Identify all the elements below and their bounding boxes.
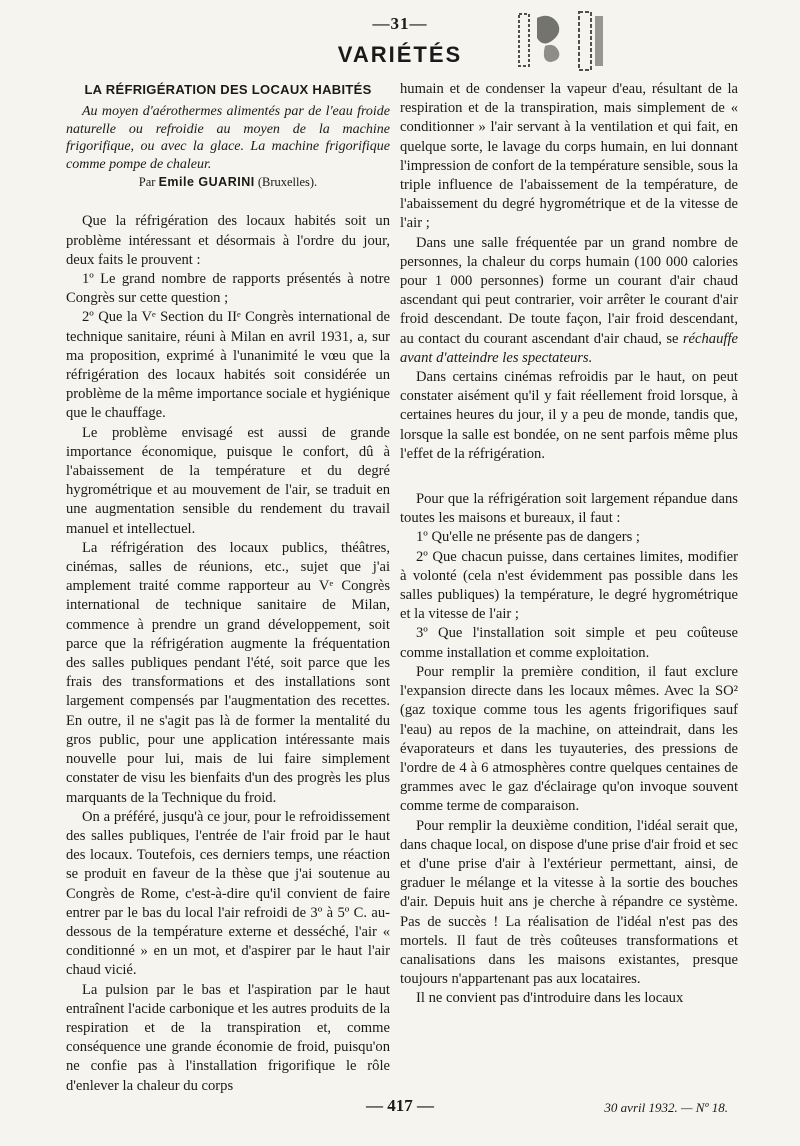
section-title: VARIÉTÉS [337, 42, 463, 67]
top-page-number: —31— [372, 14, 428, 33]
paragraph: 2º Que chacun puisse, dans certaines limites, modifier à volonté (cela n'est évidemment pas possible dans les salles publiques) la température, le degré hygrométrique et la vitesse de l'air ; [400, 548, 738, 623]
paragraph-italic: réchauffe avant d'atteindre les spectateurs. [400, 330, 738, 366]
paragraph: Dans certains cinémas refroidis par le haut, on peut constater aisément qu'il y fait réellement froid lorsque, à certaines heures du jour, il y a peu de monde, tandis que, lorsque la salle est bondée, on ne sent parfois même plus l'effet de la réfrigération. [400, 369, 738, 462]
paragraph: La réfrigération des locaux publics, théâtres, cinémas, salles de réunions, etc., sujet que j'ai amplement traité comme rapporteur au Vᵉ Congrès international de technique sanitaire de Milan, commence à prendre un grand développement, soit parce que la réfrigération augmente la fréquentation des salles publiques pendant l'été, soit parce que les frais des transformations et des installations sont largement compensés par l'augmentation des recettes. En outre, il ne s'agit pas là de former la mentalité du gros public, pour une application intéressante mais nouvelle pour lui, mais de lui faire simplement constater de visu les bienfaits d'un des progrès les plus marquants de la Technique du froid. [66, 539, 390, 806]
article-title: LA RÉFRIGÉRATION DES LOCAUX HABITÉS [84, 82, 372, 97]
paragraph: Le problème envisagé est aussi de grande importance économique, puisque le confort, dû à l'abaissement de la température et du degré hygrométrique et au mouvement de l'air, se traduit en une augmentation sensible du rendement du travail manuel et intellectuel. [66, 424, 390, 537]
page-footer [0, 1096, 800, 1126]
paragraph-continued: humain et de condenser la vapeur d'eau, résultant de la respiration et de la transpiration, mais simplement de « conditionner » l'air servant à la ventilation et qui fait, en quelque sorte, le lavage du corps humain, en lui donnant l'impression de confort de la température sensible, sous la triple influence de l'abaissement de la température, de l'abaissement du degré hygrométrique et de la vitesse de l'air ; [400, 81, 738, 232]
byline-prefix: Par [138, 175, 156, 190]
article-subtitle: Au moyen d'aérothermes alimentés par de l'eau froide naturelle ou refroidie au moyen de la machine frigorifique, ou avec la glace. La machine frigorifique comme pompe de chaleur. [66, 104, 390, 172]
paragraph: Pour remplir la première condition, il faut exclure l'expansion directe dans les locaux mêmes. Avec la SO² (gaz toxique comme tous les agents frigorifiques sauf l'eau) au repos de la machine, on atteindrait, dans les évaporateurs et dans les tuyauteries, des pressions de l'ordre de 4 à 6 atmosphères contre quelques centaines de grammes avec le gaz d'éclairage qu'on invoque souvent comme terme de comparaison. [400, 663, 738, 815]
author-location: (Bruxelles). [257, 175, 318, 190]
page-number: — 417 — [366, 1096, 434, 1115]
issue-date: 30 avril 1932. — Nº 18. [604, 1100, 728, 1115]
paragraph: La pulsion par le bas et l'aspiration par le haut entraînent l'acide carbonique et les autres produits de la respiration et de la transpiration et, comme conséquence une grande économie de froid, puisqu'on ne confie pas à l'installation frigorifique le rôle d'enlever la chaleur du corps [66, 981, 390, 1094]
paragraph: Pour que la réfrigération soit largement répandue dans toutes les maisons et bureaux, il faut : [400, 491, 738, 527]
author-name: Emile GUARINI [158, 175, 255, 190]
paragraph: Que la réfrigération des locaux habités soit un problème intéressant et désormais à l'ordre du jour, deux faits le prouvent : [66, 213, 390, 268]
paragraph: 2º Que la Vᵉ Section du IIᵉ Congrès international de technique sanitaire, réuni à Milan en avril 1931, a, sur ma proposition, exprimé à l'unanimité le vœu que la réfrigération des locaux habités soit considérée un problème de la même importance sociale et hygiénique que le chauffage. [66, 309, 390, 422]
paragraph: Il ne convient pas d'introduire dans les locaux [416, 990, 684, 1007]
right-column [400, 80, 738, 1009]
paragraph: On a préféré, jusqu'à ce jour, pour le refroidissement des salles publiques, l'entrée de l'air froid par le haut des locaux. Toutefois, ces derniers temps, une réaction se produit en faveur de la thèse que j'ai soutenue au Congrès de Rome, c'est-à-dire qu'il convient de faire entrer par le bas du local l'air refroidi de 3º à 5º C. au-dessous de la température externe et desséché, l'air « conditionné » en un mot, et d'aspirer par le haut l'air chaud vicié. [66, 808, 390, 979]
paragraph: 1º Le grand nombre de rapports présentés à notre Congrès sur cette question ; [66, 271, 390, 307]
spacer [400, 464, 738, 490]
paragraph: 1º Qu'elle ne présente pas de dangers ; [416, 529, 640, 546]
paragraph: 3º Que l'installation soit simple et peu coûteuse comme installation et comme exploitation. [400, 625, 738, 661]
paragraph [400, 234, 738, 368]
left-column [66, 80, 390, 1096]
byline [66, 173, 390, 192]
paragraph: Pour remplir la deuxième condition, l'idéal serait que, dans chaque local, on dispose d'une prise d'air froid et sec et d'une prise d'air à l'extérieur permettant, ainsi, de graduer le mélange et la vitesse à la sortie des bouches d'air. Depuis huit ans je cherche à répandre ce système. Pas de succès ! La réalisation de l'idéal n'est pas des mortels. Il faut de très coûteuses transformations et canalisations dans les maisons existantes, presque toujours n'appartenant pas aux locataires. [400, 817, 738, 988]
paragraph-text: Dans une salle fréquentée par un grand nombre de personnes, la chaleur du corps humain (100 000 calories pour 1 000 personnes) forme un courant d'air chaud ascendant qui peut contrarier, voir arrêter le courant d'air froid descendant. De toute façon, l'air froid descendant, au contact du courant ascendant d'air chaud, se [400, 234, 738, 347]
